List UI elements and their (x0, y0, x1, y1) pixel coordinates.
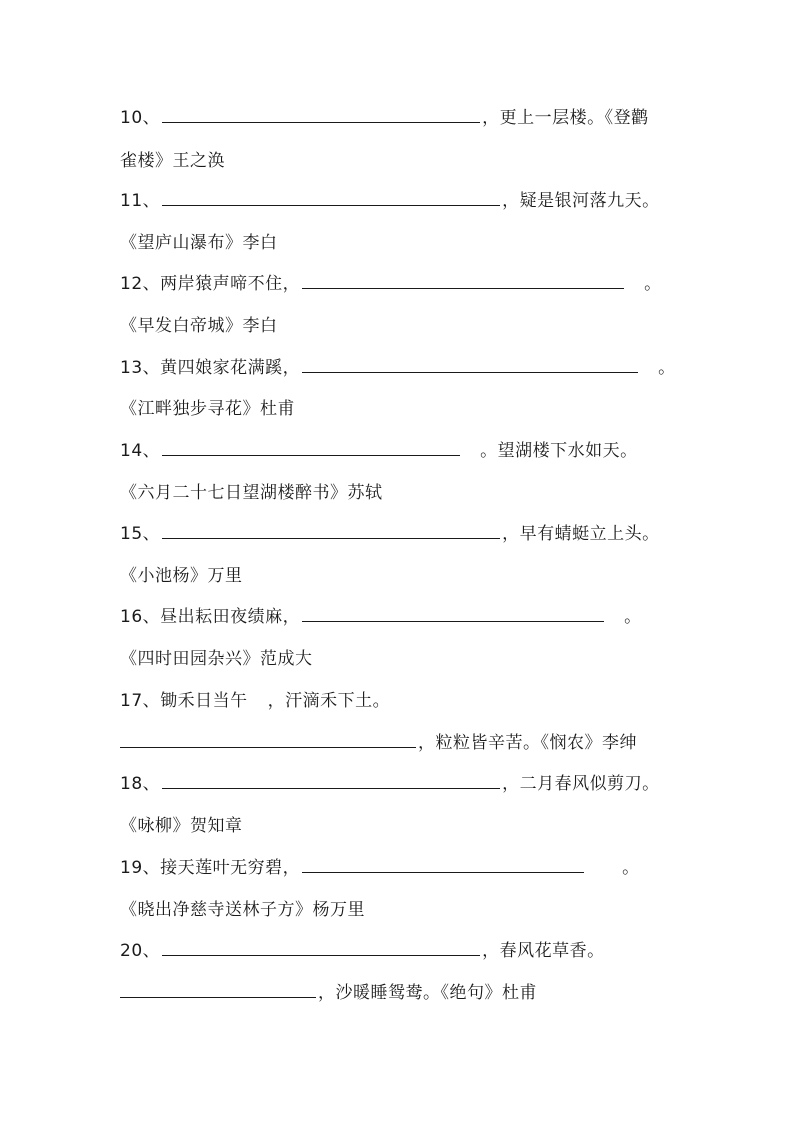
answer-blank[interactable] (120, 730, 416, 748)
item-14-line (120, 438, 638, 464)
answer-blank[interactable] (162, 938, 480, 956)
item-text-before: 接天莲叶无穷碧， (160, 858, 301, 878)
answer-blank[interactable] (302, 355, 638, 373)
item-20-line (120, 938, 605, 964)
item-number: 10、 (120, 108, 161, 128)
item-17-line2 (120, 730, 637, 756)
item-number: 13、 (120, 358, 161, 378)
item-text-after: 。 (622, 858, 640, 878)
item-12-line (120, 271, 662, 297)
item-text-after: 。 (624, 607, 642, 627)
item-13-line (120, 355, 676, 381)
answer-blank[interactable] (162, 521, 500, 539)
item-text-after: ，疑是银河落九天。 (502, 191, 660, 211)
answer-blank[interactable] (162, 438, 460, 456)
item-text-after: ，春风花草香。 (482, 941, 605, 961)
answer-blank[interactable] (120, 980, 316, 998)
item-number: 19、 (120, 858, 161, 878)
answer-blank[interactable] (302, 604, 604, 622)
item-number: 15、 (120, 524, 161, 544)
item-number: 14、 (120, 441, 161, 461)
item-text-after: 。望湖楼下水如天。 (480, 441, 638, 461)
item-11-line (120, 188, 660, 214)
item-10-source: 雀楼》王之涣 (120, 151, 225, 171)
item-text-after: ，早有蜻蜓立上头。 (502, 524, 660, 544)
item-number: 11、 (120, 191, 161, 211)
item-19-line (120, 855, 640, 881)
item-text-after: ，汗滴禾下土。 (267, 691, 391, 711)
item-18-line (120, 771, 660, 797)
item-18-source: 《咏柳》贺知章 (120, 816, 243, 836)
item-17-line (120, 688, 390, 714)
item-19-source: 《晓出净慈寺送林子方》杨万里 (120, 900, 365, 920)
item-16-line (120, 604, 642, 630)
answer-blank[interactable] (302, 855, 584, 873)
item-text-before: 昼出耘田夜绩麻， (160, 607, 301, 627)
item-number: 20、 (120, 941, 161, 961)
item-text-after: ，沙暖睡鸳鸯。《绝句》杜甫 (318, 983, 537, 1003)
item-number: 16、 (120, 607, 161, 627)
item-12-source: 《早发白帝城》李白 (120, 316, 278, 336)
item-text-after: ，更上一层楼。《登鹳 (482, 108, 649, 128)
item-10-line (120, 105, 649, 131)
item-text-after: 。 (644, 274, 662, 294)
item-text-after: 。 (658, 358, 676, 378)
item-text-before: 两岸猿声啼不住， (160, 274, 301, 294)
answer-blank[interactable] (162, 105, 480, 123)
answer-blank[interactable] (162, 771, 500, 789)
answer-blank[interactable] (162, 188, 500, 206)
item-text-after: ，二月春风似剪刀。 (502, 774, 660, 794)
item-text-before: 黄四娘家花满蹊， (160, 358, 301, 378)
answer-blank[interactable] (302, 271, 624, 289)
item-16-source: 《四时田园杂兴》范成大 (120, 649, 313, 669)
item-text-before: 锄禾日当午 (160, 691, 248, 711)
item-11-source: 《望庐山瀑布》李白 (120, 233, 278, 253)
item-15-source: 《小池杨》万里 (120, 566, 243, 586)
item-15-line (120, 521, 660, 547)
item-14-source: 《六月二十七日望湖楼醉书》苏轼 (120, 483, 383, 503)
item-number: 12、 (120, 274, 161, 294)
item-13-source: 《江畔独步寻花》杜甫 (120, 399, 295, 419)
item-text-after: ，粒粒皆辛苦。《悯农》李绅 (418, 733, 637, 753)
item-20-line2 (120, 980, 537, 1006)
item-number: 17、 (120, 691, 161, 711)
item-number: 18、 (120, 774, 161, 794)
